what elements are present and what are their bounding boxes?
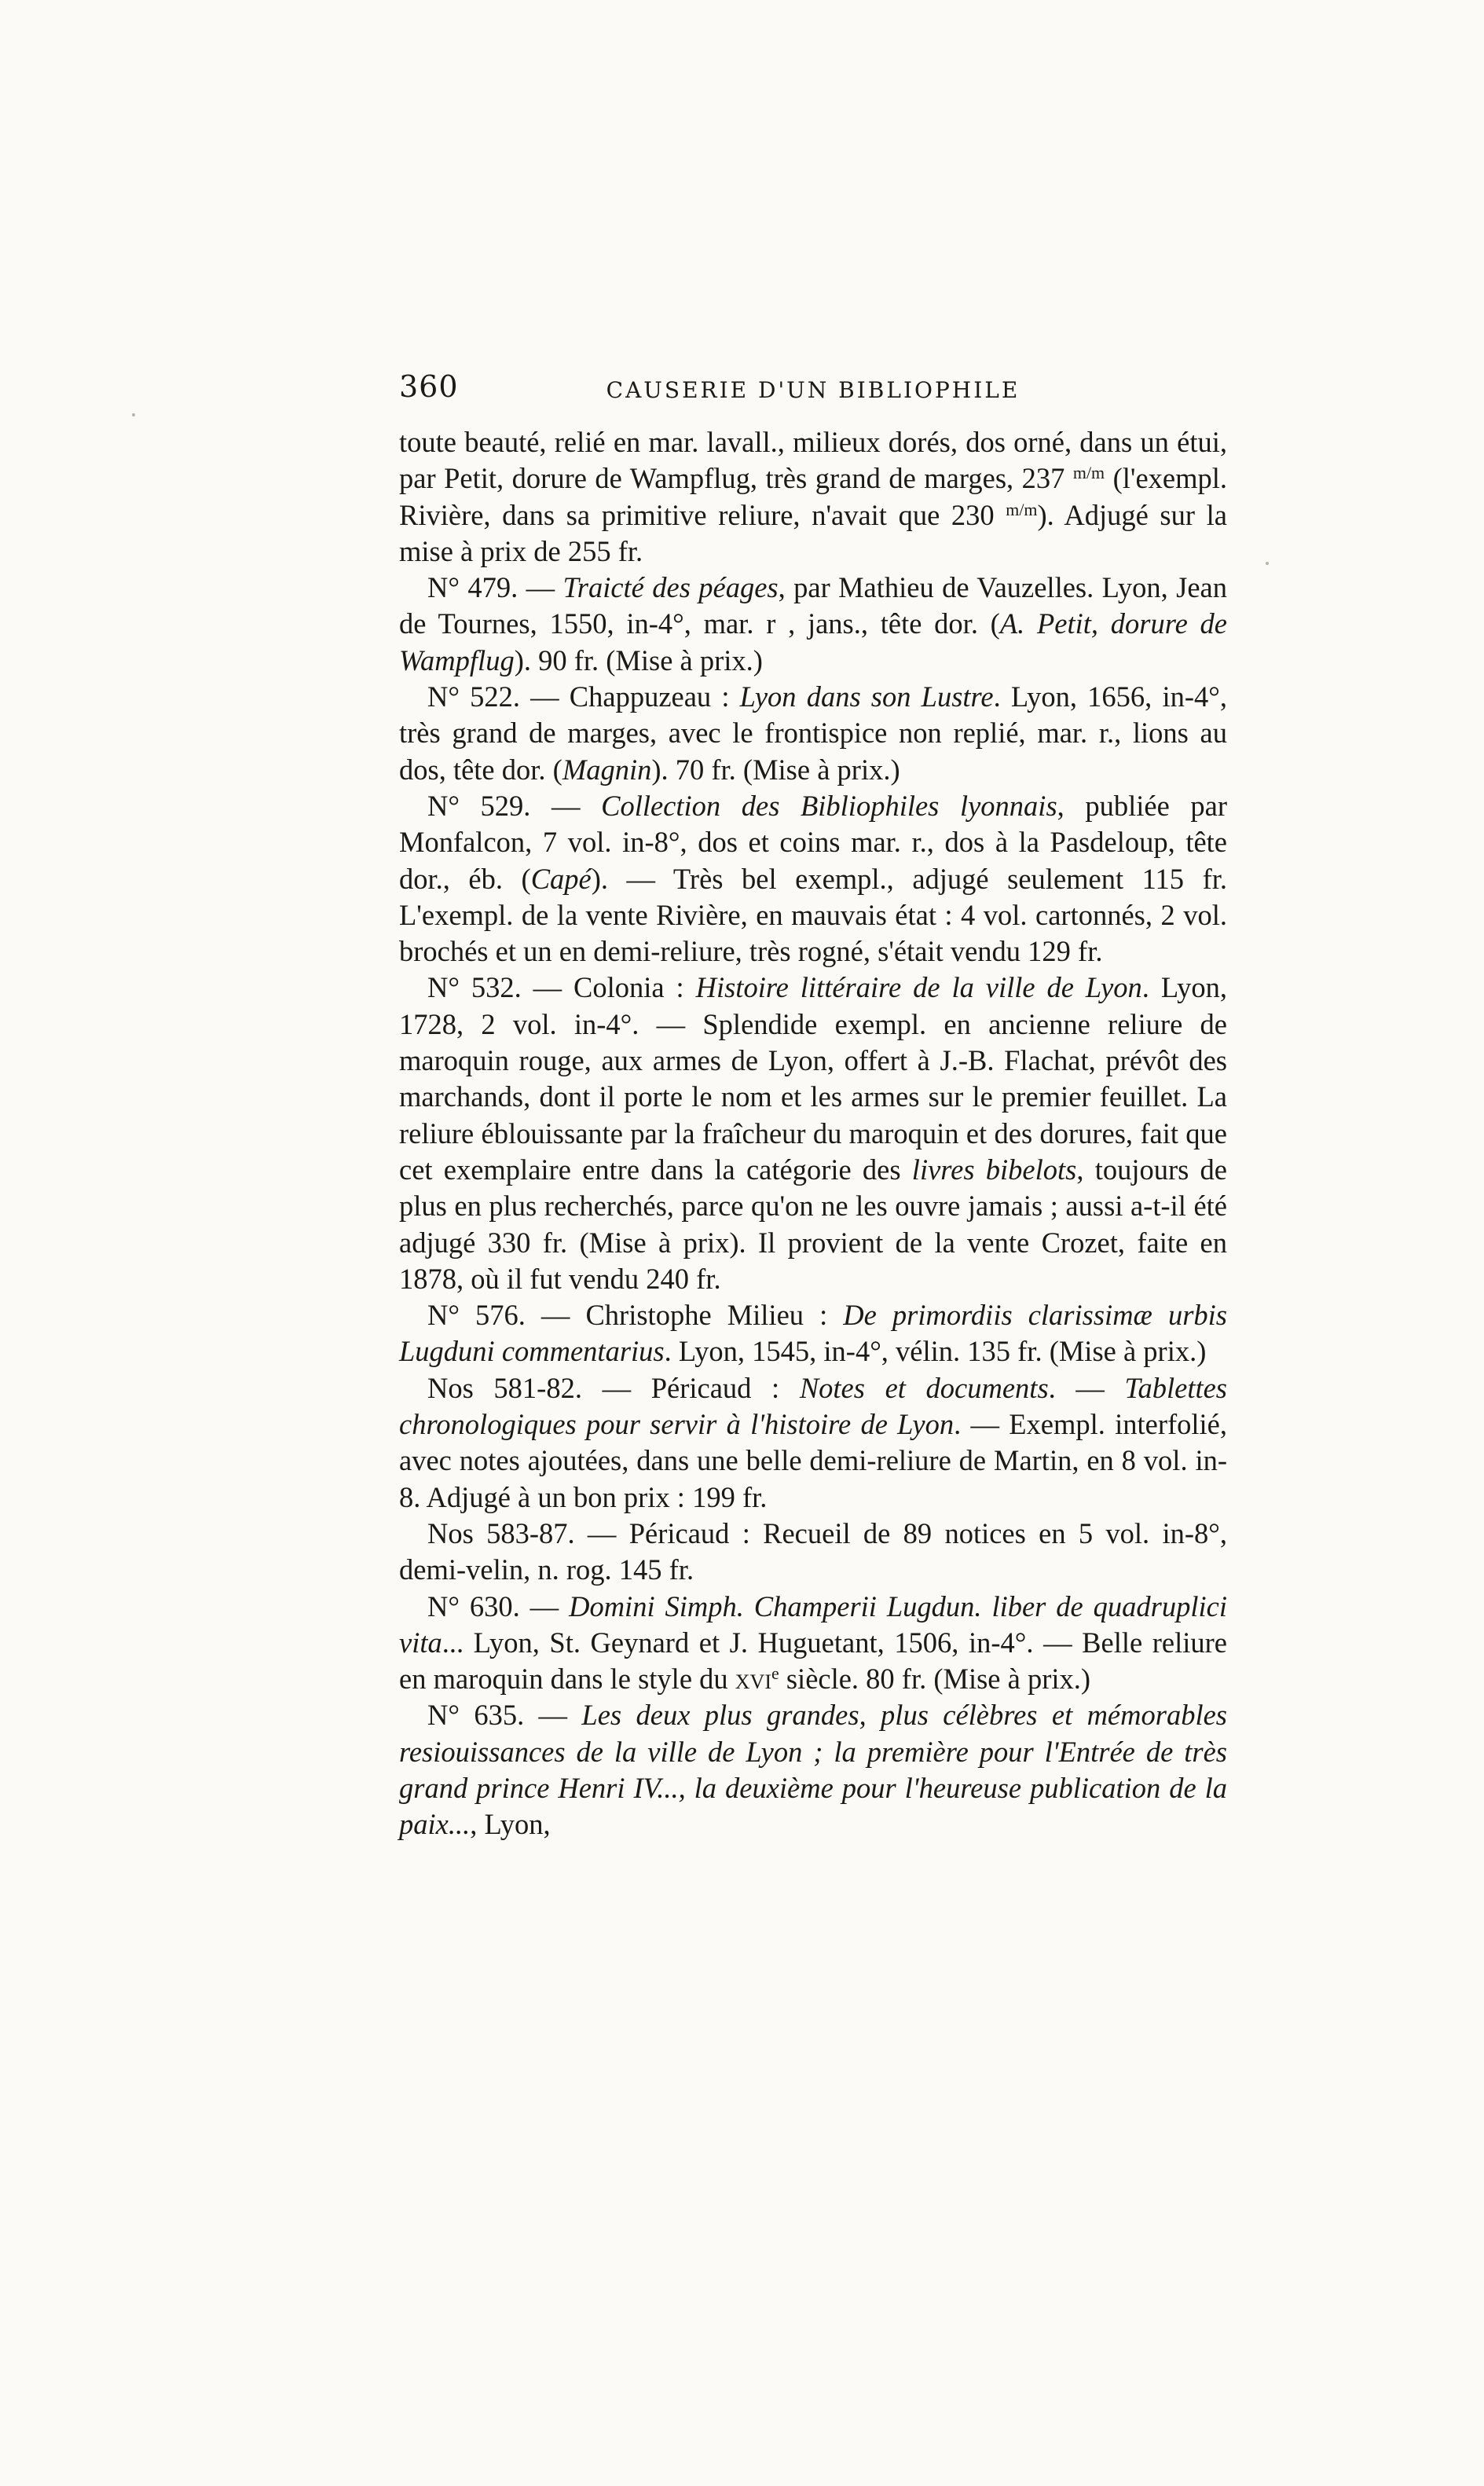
book-title: Traicté des péages <box>562 571 779 604</box>
entry-529 <box>399 788 1227 970</box>
entry-number: N° 576. — Christophe Milieu : <box>427 1299 844 1332</box>
text-span: (l'exempl. Rivière, dans sa primitive reliure, n'avait que 230 <box>399 462 1227 531</box>
book-title: Domini Simph. Champerii Lugdun. liber de quadruplici vita <box>399 1590 1227 1659</box>
entry-number: Nos 581-82. — Péricaud : <box>427 1371 800 1404</box>
book-title: Lyon dans son Lustre <box>739 680 994 713</box>
text-span: Recueil de 89 notices en 5 vol. in-8°, demi-velin, n. rog. 145 fr. <box>399 1516 1227 1586</box>
entry-number: N° 529. — <box>427 789 602 822</box>
text-span: ). Adjugé sur la mise à prix de 255 fr. <box>399 498 1227 567</box>
text-span: , publiée par Monfalcon, 7 vol. in-8°, dos et coins mar. r., dos à la Pasdeloup, tête dor., éb. ( <box>399 789 1227 895</box>
text-span: ). 70 fr. (Mise à prix.) <box>651 753 900 786</box>
emphasis: livres bibelots <box>911 1153 1077 1186</box>
unit-mm: m/m <box>1072 463 1105 483</box>
running-header <box>399 369 1227 416</box>
text-span: , par Mathieu de Vauzelles. Lyon, Jean de Tournes, 1550, in-4°, mar. r , jans., tête dor. ( <box>399 571 1227 640</box>
entry-576 <box>399 1297 1227 1370</box>
entry-number: N° 630. — <box>427 1590 570 1622</box>
text-span: toute beauté, relié en mar. lavall., milieux dorés, dos orné, dans un étui, par Petit, dorure de Wampflug, très grand de marges, 237 <box>399 426 1227 495</box>
text-span: siècle. 80 fr. (Mise à prix.) <box>779 1663 1091 1696</box>
book-title: Les deux plus grandes, plus célèbres et mémorables resiouissances de la ville de Lyon ; la première pour l'Entrée de très grand prince Henri IV..., la deuxième pour l'heureuse publication de la paix... <box>399 1699 1227 1841</box>
binder-name: A. Petit, dorure de Wampflug <box>399 607 1227 676</box>
entry-number: N° 635. — <box>427 1699 582 1732</box>
text-span: , toujours de plus en plus recherchés, parce qu'on ne les ouvre jamais ; aussi a-t-il été adjugé 330 fr. (Mise à prix). Il provient de la vente Crozet, faite en 1878, où il fut vendu 240 fr. <box>399 1153 1227 1295</box>
body-text <box>399 424 1227 1843</box>
text-span: ). — Très bel exempl., adjugé seulement 115 fr. L'exempl. de la vente Rivière, en mauvais état : 4 vol. cartonnés, 2 vol. brochés et un en demi-reliure, très rogné, s'était vendu 129 fr. <box>399 862 1227 968</box>
entry-522 <box>399 679 1227 788</box>
entry-532 <box>399 970 1227 1297</box>
text-span: . — Exempl. interfolié, avec notes ajoutées, dans une belle demi-reliure de Martin, en 8 vol. in-8. Adjugé à un bon prix : 199 fr. <box>399 1408 1227 1513</box>
binder-name: Magnin <box>562 753 652 786</box>
text-span: . Lyon, 1545, in-4°, vélin. 135 fr. (Mise à prix.) <box>664 1335 1207 1368</box>
text-span: . Lyon, 1728, 2 vol. in-4°. — Splendide exempl. en ancienne reliure de maroquin rouge, aux armes de Lyon, offert à J.-B. Flachat, prévôt des marchands, dont il porte le nom et les armes sur le premier feuillet. La reliure éblouissante par la fraîcheur du maroquin et des dorures, fait que cet exemplaire entre dans la catégorie des <box>399 971 1227 1186</box>
entry-number: N° 479. — <box>427 571 563 604</box>
text-span: . Lyon, 1656, in-4°, très grand de marges, avec le frontispice non replié, mar. r., lions au dos, tête dor. ( <box>399 680 1227 786</box>
book-title: De primordiis clarissimæ urbis Lugduni commentarius <box>399 1299 1227 1368</box>
book-page <box>399 369 1227 1843</box>
text-span: ... Lyon, St. Geynard et J. Huguetant, 1506, in-4°. — Belle reliure en maroquin dans le style du <box>399 1626 1227 1696</box>
entry-635 <box>399 1697 1227 1842</box>
page-number: 360 <box>399 369 459 404</box>
paper-speck <box>132 413 135 416</box>
book-title: Tablettes chronologiques pour servir à l'histoire de Lyon <box>399 1371 1228 1441</box>
text-span: ). 90 fr. (Mise à prix.) <box>514 644 763 676</box>
unit-mm: m/m <box>1006 499 1038 519</box>
text-span: , Lyon, <box>470 1808 551 1841</box>
paper-speck <box>1266 562 1269 565</box>
entry-630 <box>399 1589 1227 1698</box>
entry-479 <box>399 570 1227 679</box>
entry-number: Nos 583-87. — Péricaud : <box>427 1516 764 1549</box>
book-title: Collection des Bibliophiles lyonnais <box>601 789 1057 822</box>
binder-name: Capé <box>530 862 592 895</box>
entry-number: N° 532. — Colonia : <box>427 971 696 1004</box>
century-numeral: xvi <box>735 1663 771 1696</box>
running-title: CAUSERIE D'UN BIBLIOPHILE <box>606 377 1020 403</box>
text-span: . — <box>1048 1371 1125 1404</box>
entry-581-82 <box>399 1370 1227 1516</box>
ordinal-suffix: e <box>771 1663 779 1684</box>
book-title: Histoire littéraire de la ville de Lyon <box>695 971 1142 1004</box>
continuation-paragraph <box>399 424 1227 570</box>
book-title: Notes et documents <box>799 1371 1049 1404</box>
entry-583-87 <box>399 1516 1227 1589</box>
entry-number: N° 522. — Chappuzeau : <box>427 680 740 713</box>
